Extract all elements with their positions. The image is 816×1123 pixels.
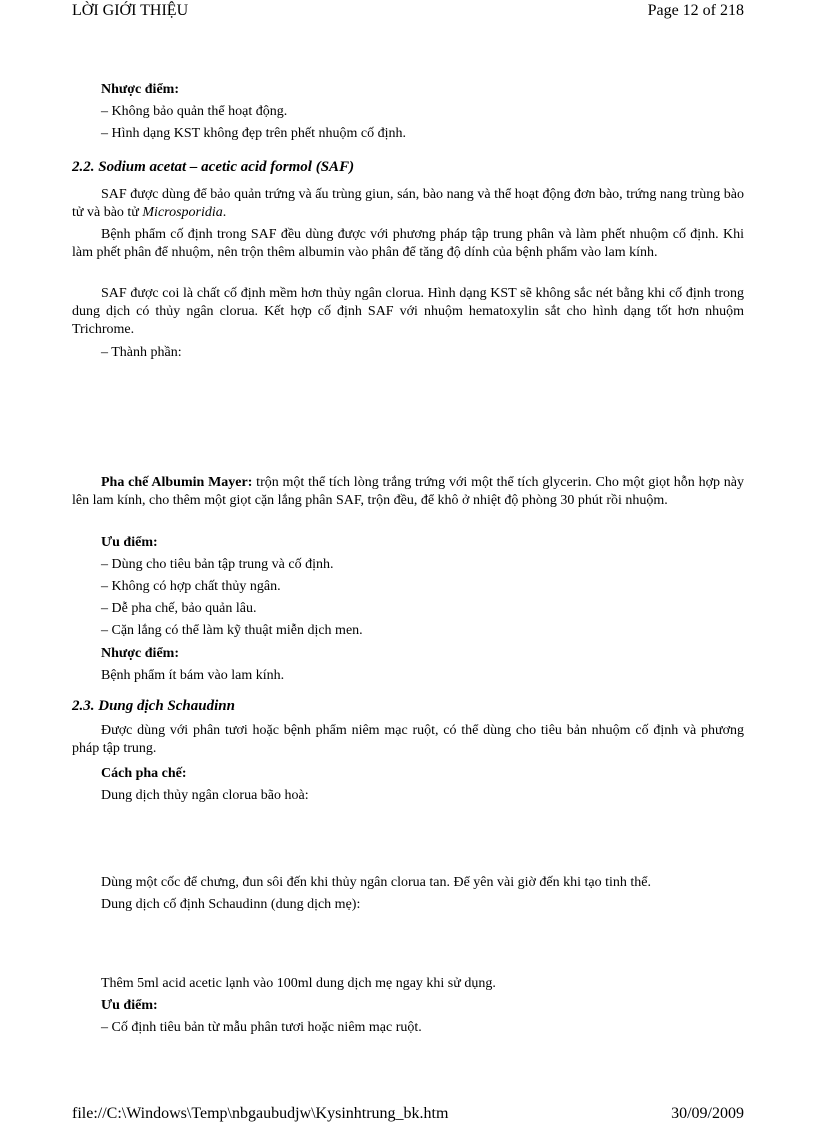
page-number: Page 12 of 218 (647, 2, 744, 19)
paragraph: Được dùng với phân tươi hoặc bệnh phẩm niêm mạc ruột, có thể dùng cho tiêu bản nhuộm cố định và phương pháp tập trung. (72, 723, 744, 756)
paragraph: Pha chế Albumin Mayer: trộn một thể tích lòng trắng trứng với một thể tích glycerin. Cho một giọt hỗn hợp này lên lam kính, cho thêm một giọt cặn lắng phân SAF, trộn đều, để khô ở nhiệt độ phòng 30 phút rồi nhuộm. (72, 475, 744, 508)
list-item: Bệnh phẩm ít bám vào lam kính. (101, 668, 285, 683)
list-item: – Không có hợp chất thủy ngân. (101, 579, 281, 594)
disadvantages-heading: Nhược điểm: (101, 646, 179, 661)
footer-date: 30/09/2009 (671, 1105, 744, 1122)
paragraph: Bệnh phẩm cố định trong SAF đều dùng được với phương pháp tập trung phân và làm phết nhuộm cố định. Khi làm phết phân để nhuộm, nên trộn thêm albumin vào phân để tăng độ dính của bệnh phẩm vào lam kính. (72, 227, 744, 260)
list-item: – Dùng cho tiêu bản tập trung và cố định. (101, 557, 334, 572)
list-item: – Cố định tiêu bản từ mẫu phân tươi hoặc niêm mạc ruột. (101, 1020, 422, 1035)
list-item: – Không bảo quản thể hoạt động. (101, 104, 288, 119)
paragraph: SAF được dùng để bảo quản trứng và ấu trùng giun, sán, bào nang và thể hoạt động đơn bào, trứng nang trùng bào tử và bào tử Microsporidia. (72, 187, 744, 220)
header-title: LỜI GIỚI THIỆU (72, 2, 189, 19)
section-heading-2-3: 2.3. Dung dịch Schaudinn (72, 698, 235, 714)
paragraph: SAF được coi là chất cố định mềm hơn thủy ngân clorua. Hình dạng KST sẽ không sắc nét bằng khi cố định trong dung dịch có thủy ngân clorua. Kết hợp cố định SAF với nhuộm hematoxylin sắt cho hình dạng tốt hơn nhuộm Trichrome. (72, 286, 744, 337)
advantages-heading: Ưu điểm: (101, 998, 158, 1013)
advantages-heading: Ưu điểm: (101, 535, 158, 550)
paragraph: Thêm 5ml acid acetic lạnh vào 100ml dung dịch mẹ ngay khi sử dụng. (101, 976, 496, 991)
paragraph: Dùng một cốc để chưng, đun sôi đến khi thủy ngân clorua tan. Để yên vài giờ đến khi tạo tinh thể. (101, 875, 651, 890)
paragraph: Dung dịch cố định Schaudinn (dung dịch mẹ): (101, 897, 361, 912)
preparation-heading: Cách pha chế: (101, 766, 187, 781)
composition-label: – Thành phần: (101, 345, 182, 360)
footer-path: file://C:\Windows\Temp\nbgaubudjw\Kysinhtrung_bk.htm (72, 1105, 449, 1122)
section-heading-2-2: 2.2. Sodium acetat – acetic acid formol (SAF) (72, 159, 355, 175)
list-item: – Hình dạng KST không đẹp trên phết nhuộm cố định. (101, 126, 406, 141)
list-item: – Dễ pha chế, bảo quản lâu. (101, 601, 257, 616)
disadvantages-heading: Nhược điểm: (101, 82, 179, 97)
paragraph: Dung dịch thủy ngân clorua bão hoà: (101, 788, 309, 803)
list-item: – Cặn lắng có thể làm kỹ thuật miễn dịch men. (101, 623, 363, 638)
